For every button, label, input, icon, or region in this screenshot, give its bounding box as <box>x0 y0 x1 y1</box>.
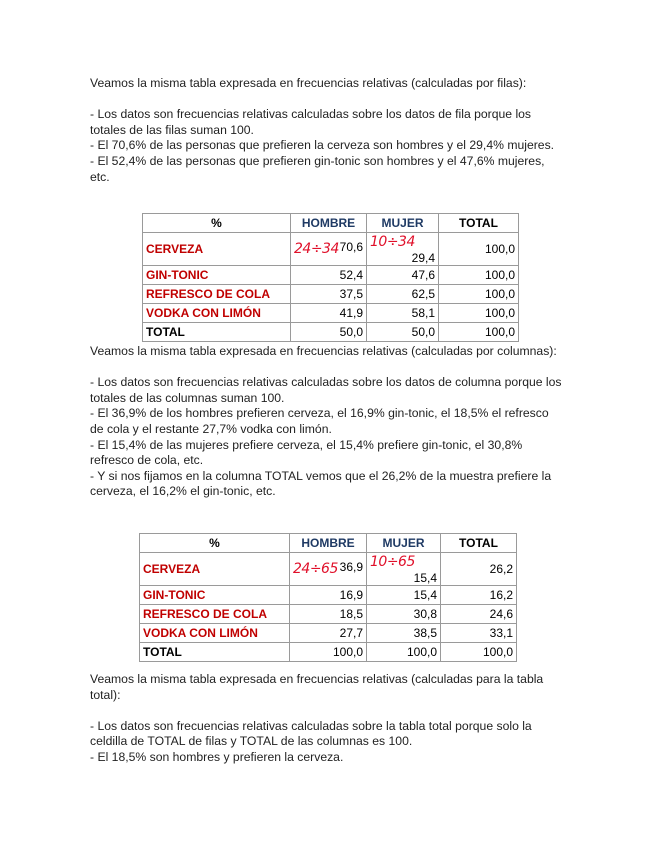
row-label: CERVEZA <box>143 233 291 266</box>
cell-mujer: 38,5 <box>367 624 441 643</box>
header-mujer: MUJER <box>367 214 439 233</box>
cell-total: 24,6 <box>441 605 517 624</box>
table-header-row <box>140 534 517 553</box>
cell-hombre <box>291 233 367 266</box>
header-percent: % <box>143 214 291 233</box>
cell-mujer: 62,5 <box>367 285 439 304</box>
cell-hombre: 37,5 <box>291 285 367 304</box>
header-total: TOTAL <box>441 534 517 553</box>
row-label: VODKA CON LIMÓN <box>140 624 290 643</box>
cell-total: 100,0 <box>439 304 519 323</box>
row-label: REFRESCO DE COLA <box>143 285 291 304</box>
table-row <box>143 285 519 304</box>
cell-total: 33,1 <box>441 624 517 643</box>
header-percent: % <box>140 534 290 553</box>
cell-total: 26,2 <box>441 553 517 586</box>
cell-value: 70,6 <box>339 240 363 254</box>
cell-mujer: 15,4 <box>367 586 441 605</box>
table-header-row <box>143 214 519 233</box>
cell-total: 100,0 <box>439 323 519 342</box>
handwritten-note: 10÷34 <box>370 234 415 250</box>
header-mujer: MUJER <box>367 534 441 553</box>
column-frequency-table <box>139 533 517 662</box>
cell-value: 29,4 <box>411 251 435 265</box>
row-label: GIN-TONIC <box>143 266 291 285</box>
cell-total: 100,0 <box>441 643 517 662</box>
cell-hombre: 100,0 <box>290 643 367 662</box>
cell-hombre: 50,0 <box>291 323 367 342</box>
section-3-bullet: - El 18,5% son hombres y prefieren la cerveza. <box>90 749 344 764</box>
section-3-intro: Veamos la misma tabla expresada en frecuencias relativas (calculadas para la tabla total): <box>90 672 544 702</box>
cell-hombre: 52,4 <box>291 266 367 285</box>
section-2-bullet: - Y si nos fijamos en la columna TOTAL vemos que el 26,2% de la muestra prefiere la cerveza, el 16,2% el gin-tonic, etc. <box>90 468 552 499</box>
cell-hombre: 18,5 <box>290 605 367 624</box>
cell-hombre <box>290 553 367 586</box>
header-hombre: HOMBRE <box>290 534 367 553</box>
header-total: TOTAL <box>439 214 519 233</box>
header-hombre: HOMBRE <box>291 214 367 233</box>
table-row <box>140 553 517 586</box>
row-label: REFRESCO DE COLA <box>140 605 290 624</box>
section-1-text <box>90 76 565 185</box>
section-2-text <box>90 344 565 500</box>
cell-value: 36,9 <box>339 560 363 574</box>
table-row <box>140 605 517 624</box>
handwritten-note: 24÷34 <box>294 241 339 257</box>
section-1-bullet: - El 52,4% de las personas que prefieren gin-tonic son hombres y el 47,6% mujeres, etc. <box>90 153 545 184</box>
cell-mujer <box>367 233 439 266</box>
cell-total: 16,2 <box>441 586 517 605</box>
row-label: TOTAL <box>143 323 291 342</box>
cell-mujer: 47,6 <box>367 266 439 285</box>
table-row <box>140 586 517 605</box>
row-label: TOTAL <box>140 643 290 662</box>
cell-hombre: 16,9 <box>290 586 367 605</box>
table-row <box>143 304 519 323</box>
table-total-row <box>143 323 519 342</box>
cell-mujer: 30,8 <box>367 605 441 624</box>
row-frequency-table <box>142 213 519 342</box>
table-row <box>143 266 519 285</box>
section-3-bullet: - Los datos son frecuencias relativas calculadas sobre la tabla total porque solo la celdilla de TOTAL de filas y TOTAL de las columnas es 100. <box>90 718 532 749</box>
row-label: GIN-TONIC <box>140 586 290 605</box>
section-2-intro: Veamos la misma tabla expresada en frecuencias relativas (calculadas por columnas): <box>90 344 557 358</box>
section-3-text <box>90 672 565 766</box>
section-1-bullet: - Los datos son frecuencias relativas calculadas sobre los datos de fila porque los totales de las filas suman 100. <box>90 107 532 137</box>
cell-total: 100,0 <box>439 266 519 285</box>
cell-hombre: 27,7 <box>290 624 367 643</box>
row-label: VODKA CON LIMÓN <box>143 304 291 323</box>
section-2-bullet: - El 36,9% de los hombres prefieren cerveza, el 16,9% gin-tonic, el 18,5% el refresco de cola y el restante 27,7% vodka con limón. <box>90 406 549 436</box>
cell-mujer <box>367 553 441 586</box>
cell-total: 100,0 <box>439 233 519 266</box>
cell-hombre: 41,9 <box>291 304 367 323</box>
cell-mujer: 58,1 <box>367 304 439 323</box>
cell-total: 100,0 <box>439 285 519 304</box>
table-row <box>140 624 517 643</box>
table-row <box>143 233 519 266</box>
cell-mujer: 50,0 <box>367 323 439 342</box>
cell-value: 15,4 <box>413 571 437 585</box>
handwritten-note: 24÷65 <box>293 561 338 577</box>
table-total-row <box>140 643 517 662</box>
row-label: CERVEZA <box>140 553 290 586</box>
section-2-bullet: - El 15,4% de las mujeres prefiere cerveza, el 15,4% prefiere gin-tonic, el 30,8% refresco de cola, etc. <box>90 437 523 468</box>
handwritten-note: 10÷65 <box>370 554 415 570</box>
cell-mujer: 100,0 <box>367 643 441 662</box>
section-1-bullet: - El 70,6% de las personas que prefieren la cerveza son hombres y el 29,4% mujeres. <box>90 138 555 153</box>
section-1-intro: Veamos la misma tabla expresada en frecuencias relativas (calculadas por filas): <box>90 76 527 90</box>
section-2-bullet: - Los datos son frecuencias relativas calculadas sobre los datos de columna porque los totales de las columnas suman 100. <box>90 375 562 405</box>
